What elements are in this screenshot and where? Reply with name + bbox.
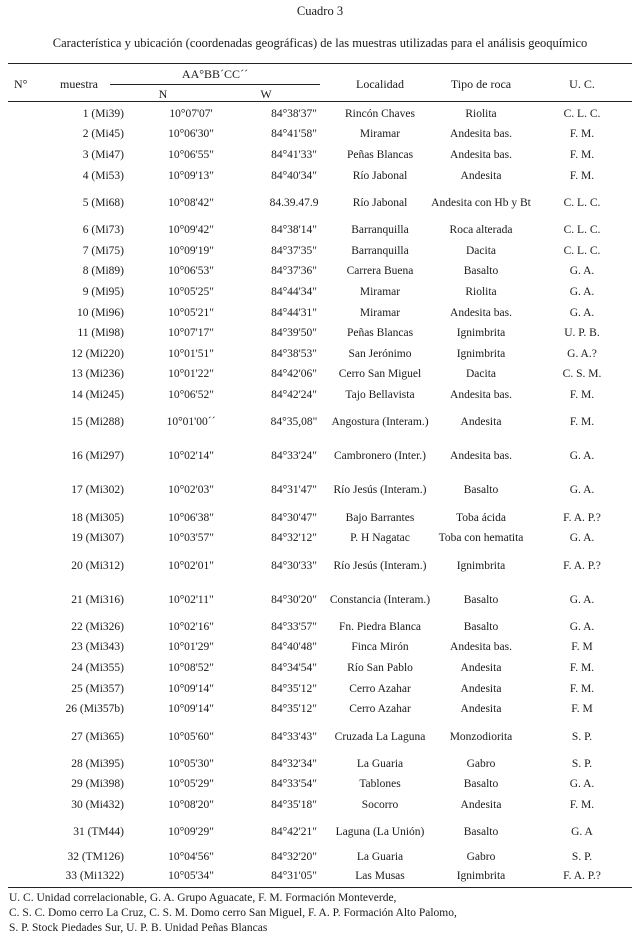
locality-cell: Cambronero (Inter.) [334, 450, 426, 463]
table-bottom-rule [8, 887, 632, 888]
table-row [8, 440, 632, 474]
longitude-w-cell: 84°30'47" [271, 511, 317, 524]
sample-id-cell: 19 (Mi307) [71, 532, 124, 545]
sample-id-cell: 6 (Mi73) [82, 224, 124, 237]
longitude-w-cell: 84°42'06" [271, 368, 317, 381]
sample-id-cell: 8 (Mi89) [82, 265, 124, 278]
header-uc: U. C. [569, 77, 595, 91]
latitude-n-cell: 10°01'29" [168, 641, 214, 654]
rock-type-cell: Toba con hematita [438, 532, 524, 545]
rock-type-cell: Basalto [463, 778, 499, 791]
table-row [8, 241, 632, 262]
rock-type-cell: Andesita bas. [450, 128, 512, 141]
latitude-n-cell: 10°09'14" [168, 703, 214, 716]
header-west: W [260, 87, 272, 101]
locality-cell: Constancia (Interam.) [329, 593, 431, 606]
rock-type-cell: Andesita [460, 169, 502, 182]
rock-type-cell: Dacita [465, 244, 496, 257]
table-row [8, 365, 632, 386]
sample-id-cell: 18 (Mi305) [71, 511, 124, 524]
correlation-unit-cell: C. L. C. [563, 224, 601, 237]
table-row [8, 775, 632, 796]
correlation-unit-cell: G. A. [569, 778, 595, 791]
rock-type-cell: Basalto [463, 826, 499, 839]
table-row [8, 104, 632, 125]
locality-cell: Miramar [359, 306, 401, 319]
latitude-n-cell: 10°01'22" [168, 368, 214, 381]
rock-type-cell: Basalto [463, 620, 499, 633]
latitude-n-cell: 10°01'00´´ [166, 416, 216, 429]
longitude-w-cell: 84°42'21" [271, 826, 317, 839]
locality-cell: Cerro Azahar [349, 703, 411, 716]
longitude-w-cell: 84°39'50" [271, 327, 317, 340]
footnote-1: U. C. Unidad correlacionable, G. A. Grupo Aguacate, F. M. Formación Monteverde, [9, 892, 397, 905]
table-top-rule [8, 63, 632, 64]
rock-type-cell: Andesita bas. [450, 641, 512, 654]
table-row [8, 474, 632, 508]
caption-title: Característica y ubicación (coordenadas geográficas) de las muestras utilizadas para el análisis geoquímico [52, 36, 588, 50]
header-rock-type: Tipo de roca [450, 77, 512, 91]
sample-id-cell: 23 (Mi343) [71, 641, 124, 654]
sample-id-cell: 30 (Mi432) [71, 798, 124, 811]
correlation-unit-cell: G. A. [569, 532, 595, 545]
rock-type-cell: Andesita [460, 416, 502, 429]
table-row [8, 323, 632, 344]
correlation-unit-cell: G. A. [569, 593, 595, 606]
sample-id-cell: 32 (TM126) [67, 851, 124, 864]
sample-id-cell: 26 (Mi357b) [65, 703, 124, 716]
correlation-unit-cell: C. L. C. [563, 244, 601, 257]
header-sample: muestra [60, 77, 98, 91]
table-row [8, 385, 632, 406]
longitude-w-cell: 84°33'54" [271, 778, 317, 791]
longitude-w-cell: 84°41'33" [271, 148, 317, 161]
longitude-w-cell: 84°35'12" [271, 703, 317, 716]
locality-cell: Cerro San Miguel [338, 368, 422, 381]
latitude-n-cell: 10°02'11" [168, 593, 214, 606]
sample-id-cell: 33 (Mi1322) [65, 869, 124, 882]
rock-type-cell: Andesita bas. [450, 148, 512, 161]
sample-id-cell: 14 (Mi245) [71, 388, 124, 401]
table-row [8, 344, 632, 365]
table-row [8, 754, 632, 775]
longitude-w-cell: 84°38'53" [271, 347, 317, 360]
locality-cell: Finca Mirón [351, 641, 409, 654]
locality-cell: Angostura (Interam.) [331, 416, 429, 429]
longitude-w-cell: 84°38'37" [271, 107, 317, 120]
locality-cell: Cruzada La Laguna [334, 730, 426, 743]
correlation-unit-cell: F. M [571, 703, 593, 716]
sample-id-cell: 25 (Mi357) [71, 682, 124, 695]
header-coord-format: AA°BB´CC´´ [181, 67, 249, 81]
correlation-unit-cell: S. P. [571, 757, 593, 770]
locality-cell: San Jerónimo [348, 347, 412, 360]
latitude-n-cell: 10°06'52" [168, 388, 214, 401]
header-number: N° [14, 77, 28, 91]
table-row [8, 303, 632, 324]
locality-cell: Carrera Buena [346, 265, 414, 278]
sample-id-cell: 16 (Mi297) [71, 450, 124, 463]
latitude-n-cell: 10°06'53" [168, 265, 214, 278]
locality-cell: Barranquilla [351, 224, 409, 237]
latitude-n-cell: 10°09'19" [168, 244, 214, 257]
correlation-unit-cell: F. M. [569, 169, 595, 182]
table-row [8, 406, 632, 440]
table-row [8, 125, 632, 146]
correlation-unit-cell: F. M. [569, 148, 595, 161]
table-row [8, 528, 632, 549]
rock-type-cell: Andesita [460, 661, 502, 674]
header-north: N [158, 87, 168, 101]
caption-number: Cuadro 3 [296, 4, 344, 18]
rock-type-cell: Gabro [466, 757, 496, 770]
correlation-unit-cell: G. A. [569, 285, 595, 298]
longitude-w-cell: 84°30'33" [271, 559, 317, 572]
longitude-w-cell: 84°33'24" [271, 450, 317, 463]
sample-id-cell: 9 (Mi95) [82, 285, 124, 298]
longitude-w-cell: 84°44'34" [271, 285, 317, 298]
longitude-w-cell: 84°38'14" [271, 224, 317, 237]
latitude-n-cell: 10°06'38" [168, 511, 214, 524]
sample-id-cell: 3 (Mi47) [82, 148, 124, 161]
longitude-w-cell: 84°33'43" [271, 730, 317, 743]
latitude-n-cell: 10°05'25" [168, 285, 214, 298]
correlation-unit-cell: U. P. B. [564, 327, 600, 340]
locality-cell: Peñas Blancas [346, 327, 414, 340]
correlation-unit-cell: G. A. [569, 306, 595, 319]
longitude-w-cell: 84°42'24" [271, 388, 317, 401]
longitude-w-cell: 84°35'12" [271, 682, 317, 695]
correlation-unit-cell: F. M. [569, 388, 595, 401]
table-row [8, 220, 632, 241]
rock-type-cell: Roca alterada [449, 224, 513, 237]
header-locality: Localidad [356, 77, 404, 91]
latitude-n-cell: 10°07'17" [168, 327, 214, 340]
locality-cell: Bajo Barrantes [345, 511, 415, 524]
correlation-unit-cell: C. S. M. [562, 368, 602, 381]
sample-id-cell: 13 (Mi236) [71, 368, 124, 381]
locality-cell: Rincón Chaves [345, 107, 415, 120]
table-row [8, 186, 632, 220]
longitude-w-cell: 84°31'05" [271, 869, 317, 882]
table-row [8, 795, 632, 816]
footnote-2: C. S. C. Domo cerro La Cruz, C. S. M. Domo cerro San Miguel, F. A. P. Formación Alto Palomo, [9, 907, 457, 920]
correlation-unit-cell: C. L. C. [563, 196, 601, 209]
correlation-unit-cell: G. A. [569, 450, 595, 463]
locality-cell: Tablones [359, 778, 401, 791]
rock-type-cell: Gabro [466, 851, 496, 864]
sample-id-cell: 2 (Mi45) [82, 128, 124, 141]
sample-id-cell: 27 (Mi365) [71, 730, 124, 743]
correlation-unit-cell: F. M [571, 641, 593, 654]
latitude-n-cell: 10°06'30" [168, 128, 214, 141]
sample-id-cell: 15 (Mi288) [71, 416, 124, 429]
longitude-w-cell: 84°37'36" [271, 265, 317, 278]
table-row [8, 679, 632, 700]
correlation-unit-cell: C. L. C. [563, 107, 601, 120]
table-row [8, 658, 632, 679]
table-row [8, 583, 632, 617]
rock-type-cell: Andesita [460, 682, 502, 695]
rock-type-cell: Andesita bas. [450, 306, 512, 319]
rock-type-cell: Riolita [465, 285, 497, 298]
correlation-unit-cell: F. A. P.? [563, 869, 601, 882]
correlation-unit-cell: F. A. P.? [563, 511, 601, 524]
latitude-n-cell: 10°09'29" [168, 826, 214, 839]
latitude-n-cell: 10°08'42" [168, 196, 214, 209]
table-row [8, 699, 632, 720]
sample-id-cell: 10 (Mi96) [77, 306, 124, 319]
rock-type-cell: Dacita [465, 368, 496, 381]
locality-cell: Miramar [359, 285, 401, 298]
rock-type-cell: Andesita [460, 703, 502, 716]
footnote-3: S. P. Stock Piedades Sur, U. P. B. Unidad Peñas Blancas [9, 922, 268, 935]
rock-type-cell: Ignimbrita [456, 559, 506, 572]
latitude-n-cell: 10°08'52" [168, 661, 214, 674]
longitude-w-cell: 84°37'35" [271, 244, 317, 257]
correlation-unit-cell: G. A. [569, 620, 595, 633]
rock-type-cell: Riolita [465, 107, 497, 120]
correlation-unit-cell: S. P. [571, 851, 593, 864]
rock-type-cell: Ignimbrita [456, 327, 506, 340]
latitude-n-cell: 10°03'57" [168, 532, 214, 545]
longitude-w-cell: 84°40'48" [271, 641, 317, 654]
locality-cell: Río Jesús (Interam.) [333, 484, 427, 497]
correlation-unit-cell: F. M. [569, 661, 595, 674]
latitude-n-cell: 10°02'16" [168, 620, 214, 633]
rock-type-cell: Ignimbrita [456, 869, 506, 882]
table-row [8, 816, 632, 850]
longitude-w-cell: 84°33'57" [271, 620, 317, 633]
longitude-w-cell: 84°32'20" [271, 851, 317, 864]
table-row [8, 508, 632, 529]
locality-cell: Fn. Piedra Blanca [338, 620, 422, 633]
latitude-n-cell: 10°05'21" [168, 306, 214, 319]
correlation-unit-cell: G. A. [569, 265, 595, 278]
rock-type-cell: Ignimbrita [456, 347, 506, 360]
latitude-n-cell: 10°01'51" [168, 347, 214, 360]
table-row [8, 617, 632, 638]
latitude-n-cell: 10°02'01" [168, 559, 214, 572]
table-row [8, 638, 632, 659]
table-row [8, 549, 632, 583]
table-row [8, 720, 632, 754]
longitude-w-cell: 84°35'18" [271, 798, 317, 811]
latitude-n-cell: 10°02'03" [168, 484, 214, 497]
locality-cell: Barranquilla [351, 244, 409, 257]
latitude-n-cell: 10°05'29" [168, 778, 214, 791]
locality-cell: P. H Nagatac [350, 532, 410, 545]
latitude-n-cell: 10°02'14" [168, 450, 214, 463]
correlation-unit-cell: G. A.? [567, 347, 597, 360]
sample-id-cell: 4 (Mi53) [82, 169, 124, 182]
longitude-w-cell: 84°41'58" [271, 128, 317, 141]
table-row [8, 166, 632, 187]
latitude-n-cell: 10°09'42" [168, 224, 214, 237]
longitude-w-cell: 84°40'34" [271, 169, 317, 182]
sample-id-cell: 24 (Mi355) [71, 661, 124, 674]
locality-cell: La Guaria [356, 851, 404, 864]
rock-type-cell: Basalto [463, 484, 499, 497]
correlation-unit-cell: F. A. P.? [563, 559, 601, 572]
sample-id-cell: 5 (Mi68) [82, 196, 124, 209]
rock-type-cell: Andesita [460, 798, 502, 811]
locality-cell: Río Jesús (Interam.) [333, 559, 427, 572]
locality-cell: Laguna (La Unión) [335, 826, 425, 839]
rock-type-cell: Andesita bas. [450, 388, 512, 401]
sample-id-cell: 31 (TM44) [73, 826, 124, 839]
sample-id-cell: 20 (Mi312) [71, 559, 124, 572]
sample-id-cell: 7 (Mi75) [82, 244, 124, 257]
latitude-n-cell: 10°08'20" [168, 798, 214, 811]
longitude-w-cell: 84°30'20" [271, 593, 317, 606]
longitude-w-cell: 84°35,08" [270, 416, 318, 429]
header-coord-underline [110, 84, 320, 85]
locality-cell: Cerro Azahar [349, 682, 411, 695]
locality-cell: Río San Pablo [347, 661, 413, 674]
table-row [8, 282, 632, 303]
table-row [8, 145, 632, 166]
sample-id-cell: 17 (Mi302) [71, 484, 124, 497]
latitude-n-cell: 10°05'30" [168, 757, 214, 770]
correlation-unit-cell: F. M. [569, 682, 595, 695]
locality-cell: Miramar [359, 128, 401, 141]
locality-cell: Río Jabonal [352, 196, 408, 209]
sample-id-cell: 1 (Mi39) [82, 107, 124, 120]
correlation-unit-cell: F. M. [569, 798, 595, 811]
sample-id-cell: 12 (Mi220) [71, 347, 124, 360]
correlation-unit-cell: S. P. [571, 730, 593, 743]
sample-id-cell: 28 (Mi395) [71, 757, 124, 770]
sample-id-cell: 21 (Mi316) [71, 593, 124, 606]
table-row [8, 262, 632, 283]
correlation-unit-cell: G. A. [569, 484, 595, 497]
sample-id-cell: 29 (Mi398) [71, 778, 124, 791]
latitude-n-cell: 10°09'14" [168, 682, 214, 695]
latitude-n-cell: 10°04'56" [168, 851, 214, 864]
rock-type-cell: Basalto [463, 593, 499, 606]
latitude-n-cell: 10°07'07' [169, 107, 213, 120]
header-bottom-rule [8, 101, 632, 102]
latitude-n-cell: 10°09'13" [168, 169, 214, 182]
longitude-w-cell: 84°32'12" [271, 532, 317, 545]
longitude-w-cell: 84°44'31" [271, 306, 317, 319]
locality-cell: La Guaria [356, 757, 404, 770]
sample-id-cell: 11 (Mi98) [77, 327, 124, 340]
latitude-n-cell: 10°05'34" [168, 869, 214, 882]
longitude-w-cell: 84°31'47" [271, 484, 317, 497]
locality-cell: Las Musas [355, 869, 405, 882]
latitude-n-cell: 10°05'60" [168, 730, 214, 743]
table-row [8, 866, 632, 887]
sample-id-cell: 22 (Mi326) [71, 620, 124, 633]
correlation-unit-cell: F. M. [569, 416, 595, 429]
rock-type-cell: Andesita con Hb y Bt [431, 196, 531, 209]
longitude-w-cell: 84°32'34" [271, 757, 317, 770]
locality-cell: Río Jabonal [352, 169, 408, 182]
rock-type-cell: Andesita bas. [450, 450, 512, 463]
locality-cell: Peñas Blancas [346, 148, 414, 161]
rock-type-cell: Monzodiorita [449, 730, 513, 743]
rock-type-cell: Basalto [463, 265, 499, 278]
correlation-unit-cell: F. M. [569, 128, 595, 141]
longitude-w-cell: 84.39.47.9 [269, 196, 319, 209]
locality-cell: Socorro [361, 798, 399, 811]
locality-cell: Tajo Bellavista [345, 388, 415, 401]
correlation-unit-cell: G. A [571, 826, 593, 839]
longitude-w-cell: 84°34'54" [271, 661, 317, 674]
table-row [8, 850, 632, 866]
latitude-n-cell: 10°06'55" [168, 148, 214, 161]
rock-type-cell: Toba ácida [456, 511, 506, 524]
